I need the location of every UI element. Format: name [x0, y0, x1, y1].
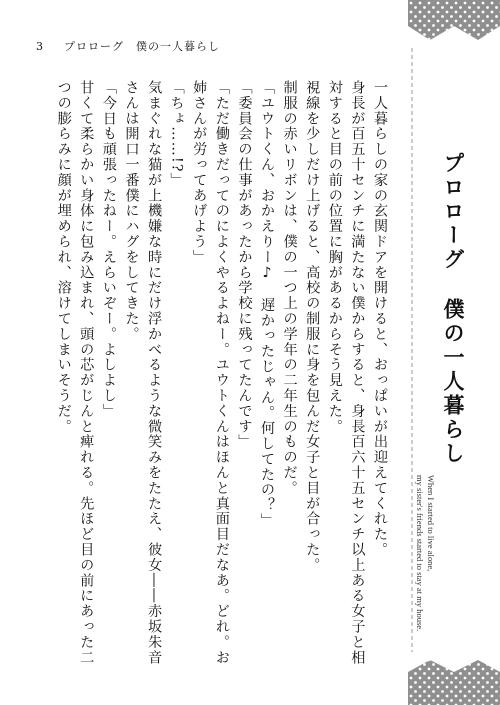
paragraph: 一人暮らしの家の玄関ドアを開けると、おっぱいが出迎えてくれた。	[372, 80, 388, 558]
paragraph: 「ただ働きだってのによくやるよねー。ユウトくんはほんと真面目だなあ。どれ。お姉さんが労ってあげよう」	[191, 80, 230, 666]
chapter-title	[438, 152, 468, 466]
paragraph: 「ちょ……!?」	[168, 80, 185, 189]
body-text	[36, 80, 391, 680]
english-subtitle-line: When I started to live alone,	[426, 475, 436, 572]
chapter-label: プロローグ	[441, 152, 465, 272]
running-title: プロローグ 僕の一人暮らし	[64, 40, 220, 53]
top-dotted-band	[408, 0, 500, 40]
paragraph: 「今日も頑張ったねー。えらいぞー。よしよし」	[100, 80, 117, 419]
paragraph: 「ユウトくん、おかえりー♪ 遅かったじゃん。何してたの？」	[259, 80, 276, 529]
paragraph: 身長が百五十センチに満たない僕からすると、身長百六十五センチ以上ある女子と相対すると目の前の位置に胸があるからそう見えた。	[326, 80, 366, 666]
english-subtitle-line: my sister's friends started to stay at my house.	[415, 475, 425, 632]
paragraph: 気まぐれな猫が上機嫌な時にだけ浮かべるような微笑みをたたえ、彼女――赤坂朱音さんは開口一番僕にハグをしてきた。	[123, 80, 163, 666]
paragraph: 「委員会の仕事があったから学校に残ってたんです」	[236, 80, 253, 450]
paragraph: 甘くて柔らかい身体に包み込まれ、頭の芯がじんと痺れる。先ほど目の前にあった二つの膨らみに顔が埋められ、溶けてしまいそうだ。	[55, 80, 95, 666]
running-header	[36, 38, 220, 54]
bottom-dotted-band	[408, 660, 500, 705]
page-number: 3	[36, 40, 44, 53]
paragraph: 制服の赤いリボンは、僕の一つ上の学年の二年生のものだ。	[281, 80, 298, 496]
english-subtitle	[414, 475, 436, 631]
paragraph: 視線を少しだけ上げると、高校の制服に身を包んだ女子と目が合った。	[304, 80, 321, 573]
chapter-side-panel	[408, 0, 500, 705]
chapter-name: 僕の一人暮らし	[441, 298, 465, 466]
